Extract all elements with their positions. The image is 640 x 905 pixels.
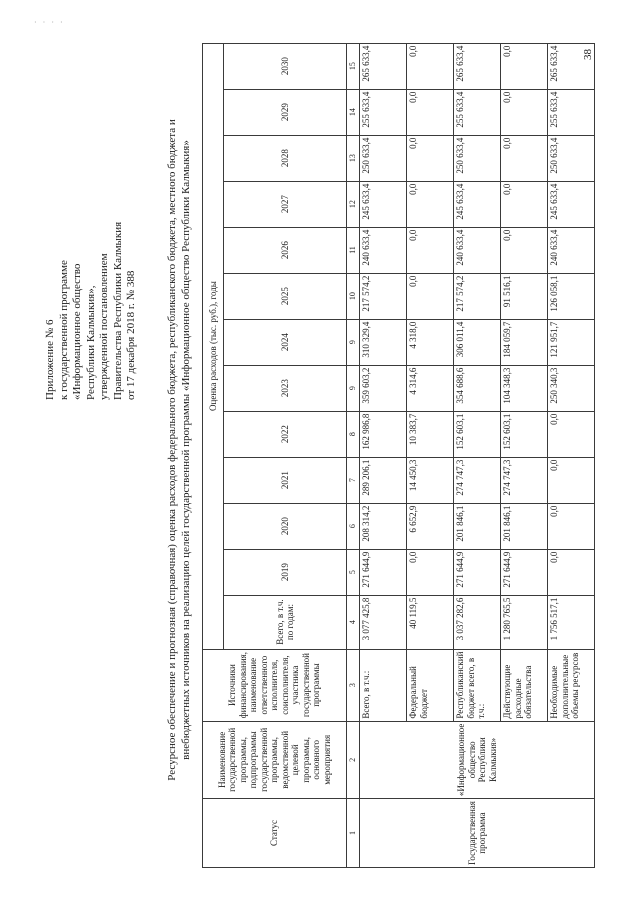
row-source: Всего, в т.ч.:: [360, 649, 407, 721]
column-number: 12: [347, 181, 360, 227]
row-year-value: 4 318,0: [407, 319, 454, 365]
row-year-value: 0,0: [548, 457, 595, 503]
appendix-line: Правительства Республики Калмыкия: [111, 221, 124, 400]
appendix-line: от 17 декабря 2018 г. № 388: [125, 270, 137, 400]
row-year-value: 0,0: [548, 411, 595, 457]
row-year-value: 217 574,2: [454, 273, 501, 319]
header-total: Всего, в т.ч. по годам:: [224, 595, 347, 649]
heading-line: Ресурсное обеспечение и прогнозная (справочная) оценка расходов федерального бюджета, республиканского бюджета, местного бюджета и: [166, 119, 178, 781]
header-source: Источники финансирования, наименование ответственного исполнителя, соисполнителя, участника государственной программы: [203, 649, 347, 721]
header-year: 2022: [224, 411, 347, 457]
header-estimate: Оценка расходов (тыс. руб.), годы: [203, 43, 224, 649]
row-year-value: 126 058,1: [548, 273, 595, 319]
column-number: 9: [347, 319, 360, 365]
column-number-row: [347, 43, 360, 867]
row-source: Необходимые дополнительные объемы ресурсов: [548, 649, 595, 721]
appendix-line: Республики Калмыкия»,: [84, 285, 97, 400]
appendix-line: к государственной программе: [57, 260, 70, 400]
row-year-value: 0,0: [548, 503, 595, 549]
row-year-value: 0,0: [501, 227, 548, 273]
row-year-value: 240 633,4: [548, 227, 595, 273]
column-number: 2: [347, 721, 360, 799]
scan-marks: · · · ·: [34, 18, 65, 27]
header-name: Наименование государственной программы, подпрограммы государственной программы, ведомственной целевой программы, основного мероприятия: [203, 721, 347, 799]
row-year-value: 0,0: [407, 549, 454, 595]
row-year-value: 306 011,4: [454, 319, 501, 365]
row-year-value: 245 633,4: [360, 181, 407, 227]
row-source: Республиканский бюджет всего, в т.ч.:: [454, 649, 501, 721]
header-year: 2019: [224, 549, 347, 595]
header-year: 2020: [224, 503, 347, 549]
row-year-value: 255 633,4: [548, 89, 595, 135]
row-status: Государственная программа: [360, 799, 595, 868]
row-year-value: 271 644,9: [501, 549, 548, 595]
row-year-value: 250 633,4: [548, 135, 595, 181]
row-year-value: 0,0: [548, 549, 595, 595]
row-year-value: 271 644,9: [360, 549, 407, 595]
table-row: [360, 43, 407, 867]
row-year-value: 250 633,4: [454, 135, 501, 181]
column-number: 8: [347, 411, 360, 457]
column-number: 6: [347, 503, 360, 549]
row-year-value: 289 206,1: [360, 457, 407, 503]
column-number: 10: [347, 273, 360, 319]
row-year-value: 152 603,1: [501, 411, 548, 457]
row-program-name: «Информационное общество Республики Калмыкия»: [360, 721, 595, 799]
row-total: 1 756 517,1: [548, 595, 595, 649]
row-year-value: 201 846,1: [501, 503, 548, 549]
row-source: Действующие расходные обязательства: [501, 649, 548, 721]
header-year: 2021: [224, 457, 347, 503]
document-heading: [166, 30, 193, 870]
header-year: 2028: [224, 135, 347, 181]
row-year-value: 162 986,8: [360, 411, 407, 457]
row-year-value: 265 633,4: [548, 43, 595, 89]
row-year-value: 10 383,7: [407, 411, 454, 457]
row-year-value: 14 450,3: [407, 457, 454, 503]
row-year-value: 0,0: [501, 43, 548, 89]
row-source: Федеральный бюджет: [407, 649, 454, 721]
row-year-value: 91 516,1: [501, 273, 548, 319]
page-number: 38: [582, 49, 594, 60]
header-year: 2023: [224, 365, 347, 411]
resource-table: [202, 43, 595, 868]
heading-line: внебюджетных источников на реализацию целей государственной программы «Информационное общество Республики Калмыкия»: [179, 140, 192, 760]
row-year-value: 0,0: [407, 43, 454, 89]
header-year: 2029: [224, 89, 347, 135]
appendix-line: утвержденной постановлением: [98, 253, 110, 400]
row-year-value: 0,0: [407, 181, 454, 227]
row-year-value: 0,0: [501, 89, 548, 135]
header-year: 2025: [224, 273, 347, 319]
row-year-value: 245 633,4: [454, 181, 501, 227]
row-total: 1 280 765,5: [501, 595, 548, 649]
row-year-value: 265 633,4: [454, 43, 501, 89]
row-year-value: 121 951,7: [548, 319, 595, 365]
row-year-value: 4 314,6: [407, 365, 454, 411]
column-number: 14: [347, 89, 360, 135]
row-year-value: 208 314,2: [360, 503, 407, 549]
appendix-block: [44, 70, 139, 400]
row-total: 40 119,5: [407, 595, 454, 649]
row-year-value: 240 633,4: [360, 227, 407, 273]
row-year-value: 359 603,2: [360, 365, 407, 411]
row-total: 3 077 425,8: [360, 595, 407, 649]
row-year-value: 0,0: [407, 273, 454, 319]
row-year-value: 184 059,7: [501, 319, 548, 365]
appendix-line: Приложение № 6: [44, 319, 56, 400]
column-number: 9: [347, 365, 360, 411]
row-total: 3 037 282,6: [454, 595, 501, 649]
row-year-value: 250 633,4: [360, 135, 407, 181]
header-row: [203, 43, 224, 867]
row-year-value: 240 633,4: [454, 227, 501, 273]
column-number: 13: [347, 135, 360, 181]
header-year: 2026: [224, 227, 347, 273]
column-number: 5: [347, 549, 360, 595]
header-year: 2027: [224, 181, 347, 227]
row-year-value: 0,0: [407, 135, 454, 181]
row-year-value: 354 688,6: [454, 365, 501, 411]
row-year-value: 255 633,4: [360, 89, 407, 135]
row-year-value: 6 652,9: [407, 503, 454, 549]
column-number: 4: [347, 595, 360, 649]
row-year-value: 250 340,3: [548, 365, 595, 411]
row-year-value: 0,0: [407, 89, 454, 135]
row-year-value: 274 747,3: [501, 457, 548, 503]
column-number: 15: [347, 43, 360, 89]
header-year: 2030: [224, 43, 347, 89]
row-year-value: 271 644,9: [454, 549, 501, 595]
row-year-value: 0,0: [501, 135, 548, 181]
row-year-value: 217 574,2: [360, 273, 407, 319]
rotated-page: [44, 20, 584, 880]
row-year-value: 201 846,1: [454, 503, 501, 549]
row-year-value: 0,0: [501, 181, 548, 227]
row-year-value: 274 747,3: [454, 457, 501, 503]
row-year-value: 265 633,4: [360, 43, 407, 89]
row-year-value: 104 348,3: [501, 365, 548, 411]
row-year-value: 310 329,4: [360, 319, 407, 365]
row-year-value: 245 633,4: [548, 181, 595, 227]
row-year-value: 152 603,1: [454, 411, 501, 457]
column-number: 11: [347, 227, 360, 273]
column-number: 7: [347, 457, 360, 503]
header-status: Статус: [203, 799, 347, 868]
appendix-line: «Информационное общество: [71, 263, 83, 400]
row-year-value: 0,0: [407, 227, 454, 273]
column-number: 3: [347, 649, 360, 721]
column-number: 1: [347, 799, 360, 868]
header-year: 2024: [224, 319, 347, 365]
row-year-value: 255 633,4: [454, 89, 501, 135]
